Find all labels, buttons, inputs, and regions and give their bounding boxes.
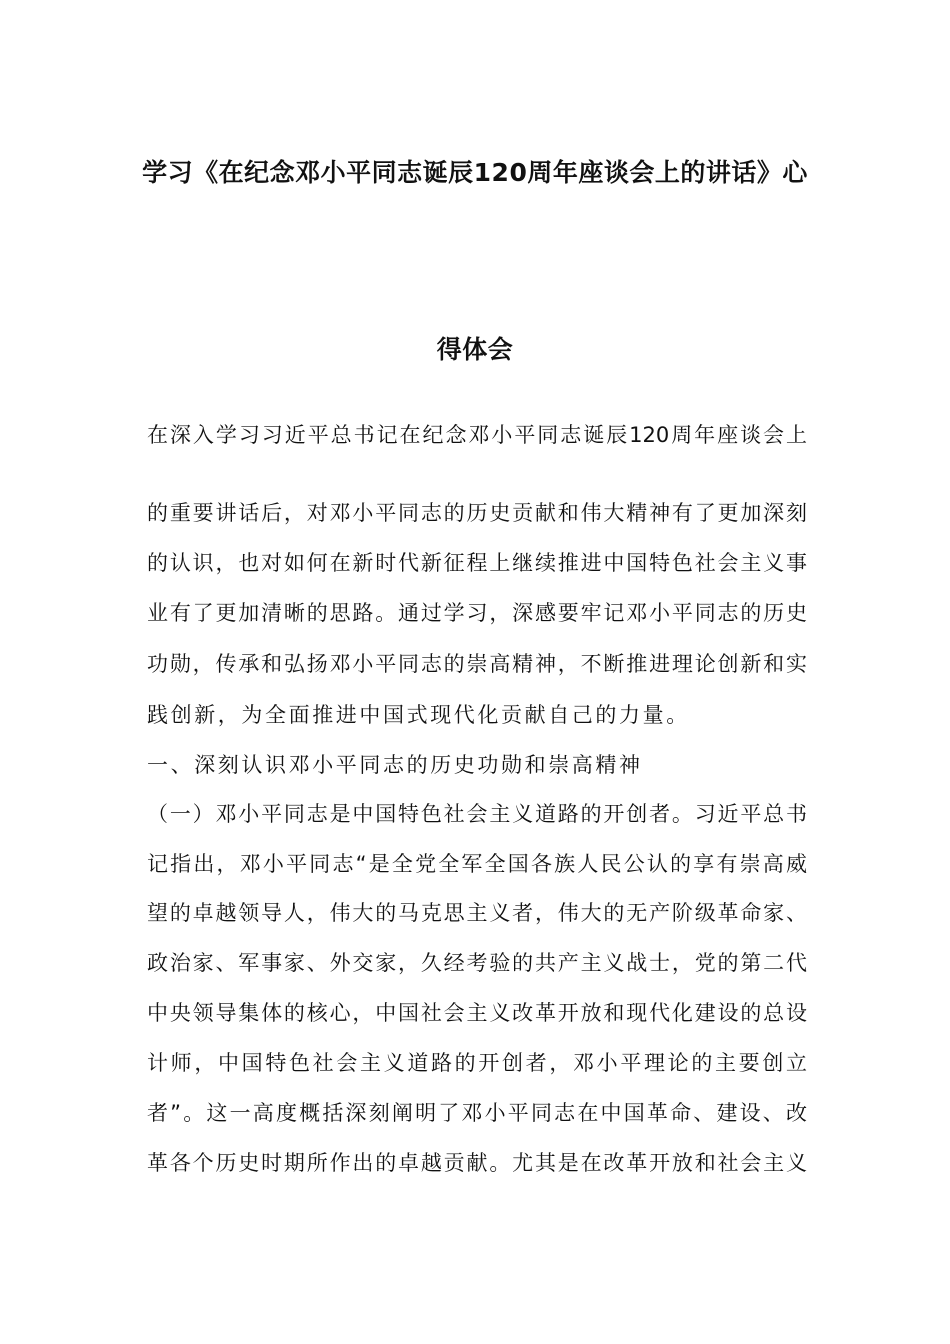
paragraph-1-line-1: 在深入学习习近平总书记在纪念邓小平同志诞辰120周年座谈会上 xyxy=(147,423,807,447)
paragraph-1-line-6: 践创新，为全面推进中国式现代化贡献自己的力量。 xyxy=(147,703,690,727)
paragraph-2-line-8: 革各个历史时期所作出的卓越贡献。尤其是在改革开放和社会主义 xyxy=(147,1151,807,1175)
paragraph-2-line-4: 政治家、军事家、外交家，久经考验的共产主义战士，党的第二代 xyxy=(147,951,807,975)
document-title-line-2: 得体会 xyxy=(436,335,514,364)
paragraph-1-line-4: 业有了更加清晰的思路。通过学习，深感要牢记邓小平同志的历史 xyxy=(147,601,807,625)
section-heading-1: 一、深刻认识邓小平同志的历史功勋和崇高精神 xyxy=(147,753,643,777)
paragraph-1-line-5: 功勋，传承和弘扬邓小平同志的崇高精神，不断推进理论创新和实 xyxy=(147,652,807,676)
paragraph-2-line-7: 者”。这一高度概括深刻阐明了邓小平同志在中国革命、建设、改 xyxy=(147,1101,807,1125)
paragraph-2-line-1: （一）邓小平同志是中国特色社会主义道路的开创者。习近平总书 xyxy=(147,802,807,826)
paragraph-2-line-6: 计师，中国特色社会主义道路的开创者，邓小平理论的主要创立 xyxy=(147,1051,807,1075)
paragraph-1-line-2: 的重要讲话后，对邓小平同志的历史贡献和伟大精神有了更加深刻 xyxy=(147,501,807,525)
paragraph-2-line-2: 记指出，邓小平同志“是全党全军全国各族人民公认的享有崇高威 xyxy=(147,852,807,876)
paragraph-1-line-3: 的认识，也对如何在新时代新征程上继续推进中国特色社会主义事 xyxy=(147,551,807,575)
paragraph-2-line-5: 中央领导集体的核心，中国社会主义改革开放和现代化建设的总设 xyxy=(147,1001,807,1025)
document-title-line-1: 学习《在纪念邓小平同志诞辰120周年座谈会上的讲话》心 xyxy=(142,158,808,187)
paragraph-2-line-3: 望的卓越领导人，伟大的马克思主义者，伟大的无产阶级革命家、 xyxy=(147,901,807,925)
